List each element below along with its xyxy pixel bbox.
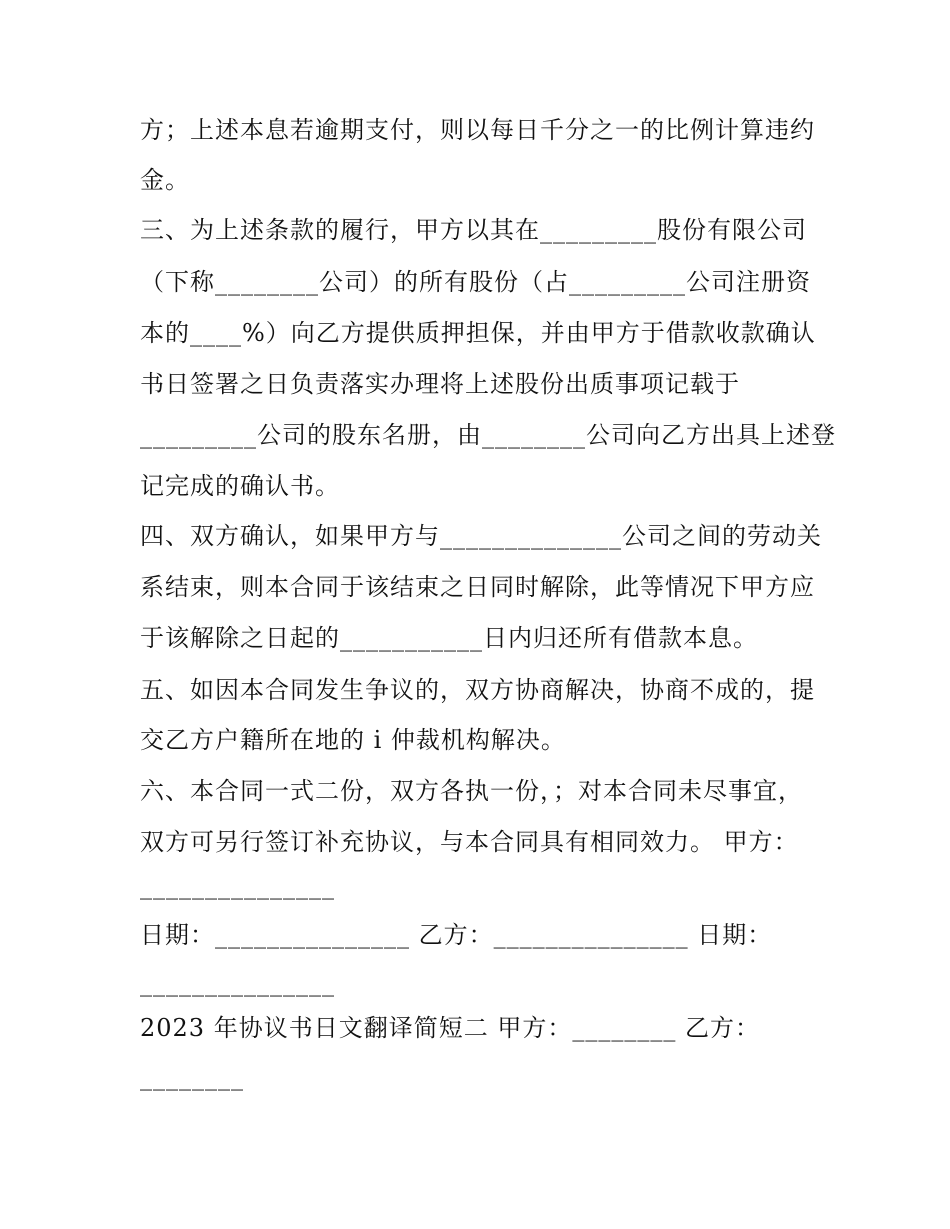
title-line (140, 1008, 820, 1048)
text-line (140, 466, 820, 506)
line-text: 记完成的确认书。 (140, 472, 340, 500)
text-line (140, 364, 820, 404)
date-party-line (140, 915, 820, 955)
text-line (140, 415, 836, 455)
signature-line (140, 963, 820, 1003)
line-text: 四、双方确认，如果甲方与______________公司之间的劳动关 (140, 522, 822, 550)
text-line (140, 262, 820, 302)
line-text: 书日签署之日负责落实办理将上述股份出质事项记载于 (140, 370, 740, 398)
line-text: 方；上述本息若逾期支付，则以每日千分之一的比例计算违约 (140, 116, 815, 144)
line-text: 系结束，则本合同于该结束之日同时解除，此等情况下甲方应 (140, 573, 815, 601)
line-text: 三、为上述条款的履行，甲方以其在_________股份有限公司 (140, 216, 807, 244)
line-text: 六、本合同一式二份，双方各执一份，；对本合同未尽事宜， (140, 777, 803, 805)
text-line (140, 110, 820, 150)
line-text: 日期：_______________ 乙方：_______________ 日期： (140, 921, 773, 949)
text-line (140, 670, 820, 710)
line-text: 本的____%）向乙方提供质押担保，并由甲方于借款收款确认 (140, 319, 816, 347)
text-line (140, 210, 820, 250)
line-text: 双方可另行签订补充协议，与本合同具有相同效力。 甲方： (140, 828, 799, 856)
text-line (140, 516, 820, 556)
line-text: 交乙方户籍所在地的 i 仲裁机构解决。 (140, 726, 566, 754)
text-line (140, 618, 820, 658)
line-text: 于该解除之日起的___________日内归还所有借款本息。 (140, 624, 758, 652)
line-text: 五、如因本合同发生争议的，双方协商解决，协商不成的，提 (140, 676, 815, 704)
line-text: （下称________公司）的所有股份（占_________公司注册资 (140, 268, 811, 296)
text-line (140, 313, 820, 353)
text-line (140, 771, 820, 811)
text-line (140, 160, 820, 200)
line-text: 2023 年协议书日文翻译简短二 甲方：________ 乙方： (140, 1014, 760, 1042)
line-text: _______________ (140, 872, 335, 900)
line-text: ________ (140, 1063, 244, 1091)
line-text: _________公司的股东名册，由________公司向乙方出具上述登 (140, 421, 836, 449)
text-line (140, 822, 820, 862)
signature-line (140, 866, 820, 906)
line-text: 金。 (140, 166, 190, 194)
text-line (140, 567, 820, 607)
line-text: _______________ (140, 969, 335, 997)
text-line (140, 720, 820, 760)
signature-line (140, 1057, 820, 1097)
